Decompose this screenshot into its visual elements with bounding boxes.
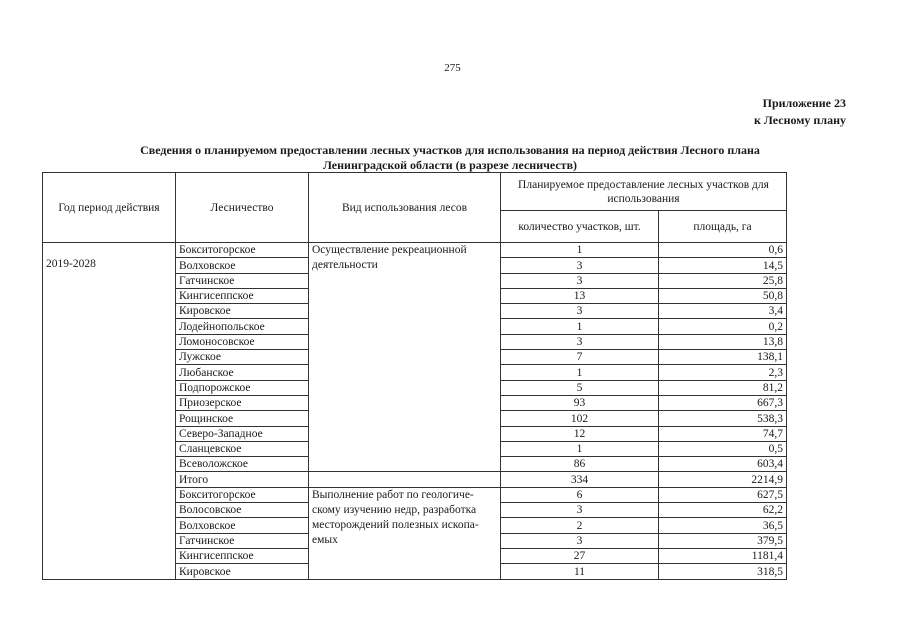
header-count: количество участков, шт.	[501, 211, 659, 243]
area-cell: 74,7	[659, 426, 787, 441]
count-cell: 86	[501, 457, 659, 472]
count-cell: 3	[501, 503, 659, 518]
area-cell: 1181,4	[659, 548, 787, 563]
total-area: 2214,9	[659, 472, 787, 487]
header-forestry: Лесничество	[176, 173, 309, 243]
area-cell: 14,5	[659, 258, 787, 273]
area-cell: 667,3	[659, 395, 787, 410]
table-row	[43, 243, 787, 258]
area-cell: 2,3	[659, 365, 787, 380]
forestry-cell: Кировское	[176, 564, 309, 579]
forestry-cell: Гатчинское	[176, 533, 309, 548]
forestry-cell: Кингисеппское	[176, 548, 309, 563]
header-year: Год период действия	[43, 173, 176, 243]
table-body	[43, 243, 787, 580]
area-cell: 318,5	[659, 564, 787, 579]
forestry-cell: Приозерское	[176, 395, 309, 410]
header-planned: Планируемое предоставление лесных участков для использования	[501, 173, 787, 211]
total-count: 334	[501, 472, 659, 487]
count-cell: 3	[501, 258, 659, 273]
count-cell: 12	[501, 426, 659, 441]
area-cell: 50,8	[659, 288, 787, 303]
forestry-cell: Кировское	[176, 304, 309, 319]
title-line-2: Ленинградской области (в разрезе лесничеств)	[322, 158, 578, 172]
appendix-line-1: Приложение 23	[762, 96, 846, 110]
table-header	[43, 173, 787, 243]
count-cell: 13	[501, 288, 659, 303]
forestry-cell: Волосовское	[176, 503, 309, 518]
count-cell: 11	[501, 564, 659, 579]
usage-type-cell: Выполнение работ по геологиче-скому изучению недр, разработка месторождений полезных ископа-емых	[309, 487, 501, 579]
appendix-label	[754, 95, 846, 129]
area-cell: 25,8	[659, 273, 787, 288]
forest-plots-table	[42, 172, 787, 580]
forestry-cell: Всеволожское	[176, 457, 309, 472]
area-cell: 81,2	[659, 380, 787, 395]
header-usage: Вид использования лесов	[309, 173, 501, 243]
count-cell: 3	[501, 273, 659, 288]
area-cell: 603,4	[659, 457, 787, 472]
forestry-cell: Любанское	[176, 365, 309, 380]
count-cell: 6	[501, 487, 659, 502]
count-cell: 27	[501, 548, 659, 563]
forestry-cell: Кингисеппское	[176, 288, 309, 303]
total-usage-empty	[309, 472, 501, 487]
forestry-cell: Северо-Западное	[176, 426, 309, 441]
header-area: площадь, га	[659, 211, 787, 243]
forestry-cell: Волховское	[176, 258, 309, 273]
count-cell: 7	[501, 350, 659, 365]
count-cell: 1	[501, 243, 659, 258]
area-cell: 0,2	[659, 319, 787, 334]
forestry-cell: Лужское	[176, 350, 309, 365]
page-number: 275	[444, 62, 461, 74]
forestry-cell: Ломоносовское	[176, 334, 309, 349]
count-cell: 5	[501, 380, 659, 395]
forestry-cell: Волховское	[176, 518, 309, 533]
area-cell: 538,3	[659, 411, 787, 426]
count-cell: 3	[501, 334, 659, 349]
forestry-cell: Бокситогорское	[176, 243, 309, 258]
forestry-cell: Сланцевское	[176, 441, 309, 456]
total-label: Итого	[176, 472, 309, 487]
title-line-1: Сведения о планируемом предоставлении лесных участков для использования на период действия Лесного плана	[140, 143, 760, 157]
period-cell: 2019-2028	[43, 243, 176, 580]
forestry-cell: Гатчинское	[176, 273, 309, 288]
area-cell: 138,1	[659, 350, 787, 365]
document-title	[100, 143, 800, 173]
area-cell: 0,5	[659, 441, 787, 456]
count-cell: 93	[501, 395, 659, 410]
area-cell: 379,5	[659, 533, 787, 548]
area-cell: 0,6	[659, 243, 787, 258]
area-cell: 3,4	[659, 304, 787, 319]
count-cell: 1	[501, 365, 659, 380]
appendix-line-2: к Лесному плану	[754, 113, 846, 127]
area-cell: 62,2	[659, 503, 787, 518]
usage-type-cell: Осуществление рекреационной деятельности	[309, 243, 501, 472]
count-cell: 1	[501, 319, 659, 334]
area-cell: 627,5	[659, 487, 787, 502]
count-cell: 1	[501, 441, 659, 456]
forestry-cell: Подпорожское	[176, 380, 309, 395]
forestry-cell: Лодейнопольское	[176, 319, 309, 334]
count-cell: 3	[501, 533, 659, 548]
area-cell: 36,5	[659, 518, 787, 533]
forestry-cell: Бокситогорское	[176, 487, 309, 502]
count-cell: 3	[501, 304, 659, 319]
count-cell: 102	[501, 411, 659, 426]
count-cell: 2	[501, 518, 659, 533]
area-cell: 13,8	[659, 334, 787, 349]
forestry-cell: Рощинское	[176, 411, 309, 426]
